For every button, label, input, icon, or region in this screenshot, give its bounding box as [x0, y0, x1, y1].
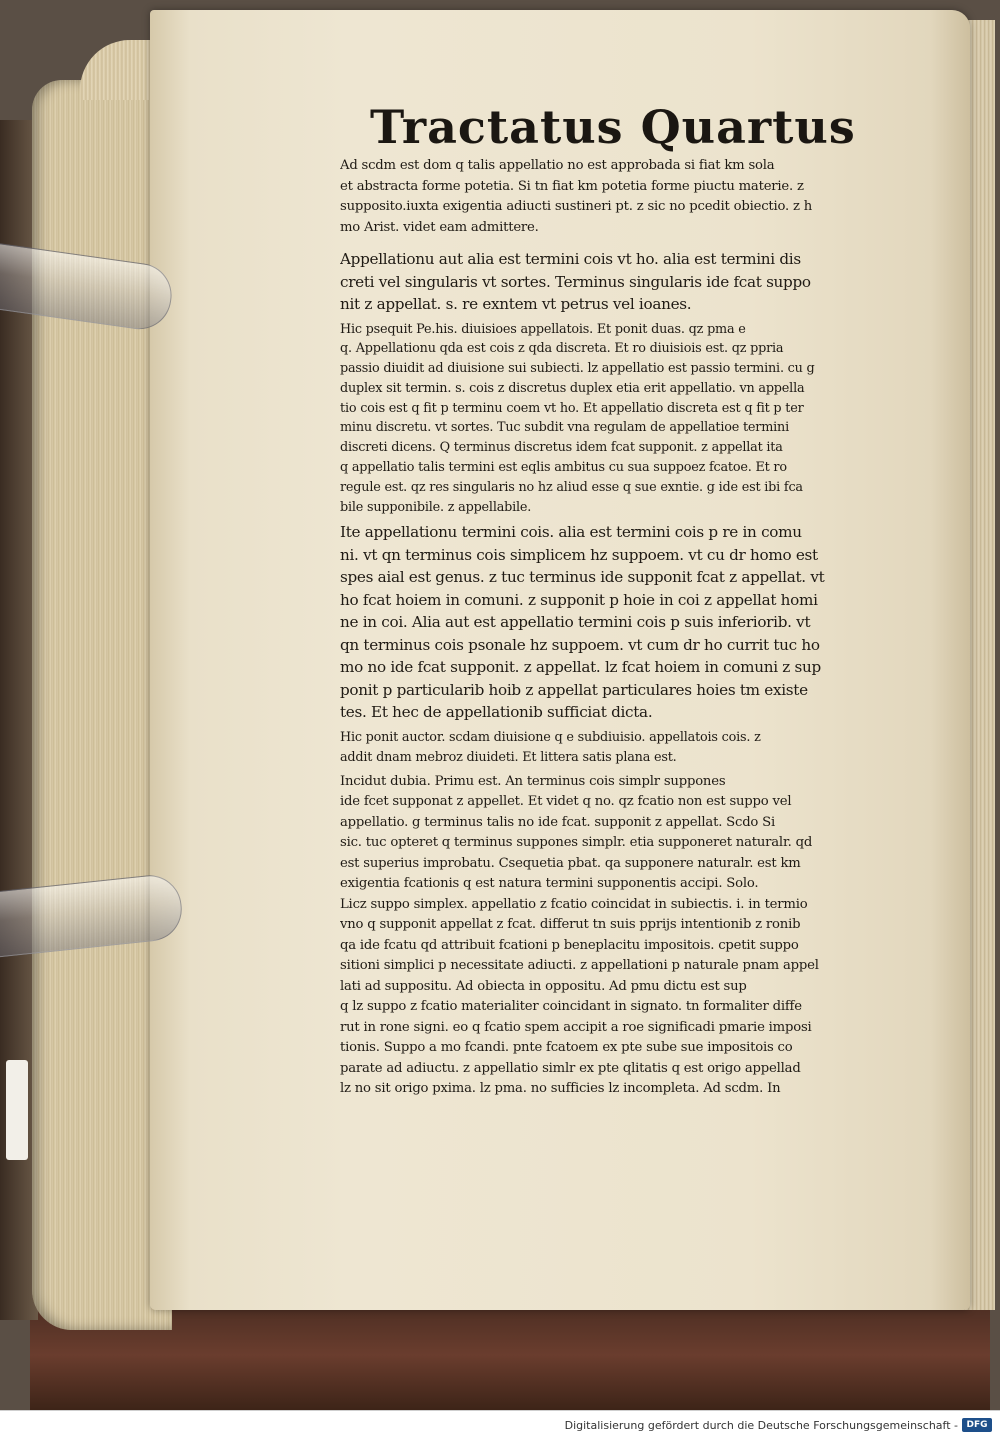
text-line: q appellatio talis termini est eqlis ambitus cu sua suppoez fcatoe. Et ro	[340, 460, 787, 476]
dfg-logo: DFG	[962, 1418, 992, 1432]
text-line: q lz suppo z fcatio materialiter coincidant in signato. tn formaliter diffe	[340, 999, 802, 1015]
text-line: ni. vt qn terminus cois simplicem hz suppoem. vt cu dr homo est	[340, 545, 818, 564]
paragraph-gap	[340, 238, 870, 248]
text-line: sic. tuc opteret q terminus suppones simplr. etia supponeret naturalr. qd	[340, 835, 813, 851]
text-line: qn terminus cois psonale hz suppoem. vt cum dr ho currit tuc ho	[340, 635, 820, 654]
text-line: tes. Et hec de appellationib sufficiat dicta.	[340, 703, 653, 722]
text-line: ne in coi. Alia aut est appellatio termini cois p suis inferiorib. vt	[340, 613, 811, 632]
page-body	[340, 156, 870, 1100]
text-line: minu discretu. vt sortes. Tuc subdit vna regulam de appellatioe termini	[340, 420, 789, 436]
page-title: Tractatus Quartus	[370, 100, 856, 154]
table-surface	[30, 1300, 990, 1410]
text-line: discreti dicens. Q terminus discretus idem fcat supponit. z appellat ita	[340, 440, 783, 456]
text-line: est superius improbatu. Csequetia pbat. qa supponere naturalr. est km	[340, 855, 801, 871]
paragraph	[340, 521, 870, 724]
text-line: et abstracta forme potetia. Si tn fiat km potetia forme piuctu materie. z	[340, 178, 804, 194]
footer-credit: Digitalisierung gefördert durch die Deutsche Forschungsgemeinschaft -	[564, 1419, 958, 1432]
paragraph	[340, 728, 870, 768]
text-line: rut in rone signi. eo q fcatio spem accipit a roe significadi pmarie imposi	[340, 1019, 812, 1035]
text-line: addit dnam mebroz diuideti. Et littera satis plana est.	[340, 749, 677, 765]
paragraph	[340, 772, 870, 1100]
text-line: ponit p particularib hoib z appellat particulares hoies tm existe	[340, 680, 808, 699]
text-line: sitioni simplici p necessitate adiucti. z appellationi p naturale pnam appel	[340, 958, 819, 974]
text-line: ho fcat hoiem in comuni. z supponit p hoie in coi z appellat homi	[340, 590, 818, 609]
paragraph	[340, 320, 870, 518]
text-line: supposito.iuxta exigentia adiucti sustineri pt. z sic no pcedit obiectio. z h	[340, 199, 813, 214]
footer-bar	[0, 1410, 1000, 1440]
text-line: nit z appellat. s. re exntem vt petrus vel ioanes.	[340, 295, 692, 313]
text-line: mo Arist. videt eam admittere.	[340, 219, 539, 235]
text-line: passio diuidit ad diuisione sui subiecti. lz appellatio est passio termini. cu g	[340, 361, 815, 377]
paper-slip	[6, 1060, 28, 1160]
text-line: Hic ponit auctor. scdam diuisione q e subdiuisio. appellatois cois. z	[340, 729, 761, 745]
text-line: Appellationu aut alia est termini cois vt ho. alia est termini dis	[340, 250, 801, 268]
text-line: lz no sit origo pxima. lz pma. no sufficies lz incompleta. Ad scdm. In	[340, 1081, 781, 1097]
text-line: tionis. Suppo a mo fcandi. pnte fcatoem ex pte sube sue impositois co	[340, 1040, 793, 1056]
text-line: qa ide fcatu qd attribuit fcationi p beneplacitu impositois. cpetit suppo	[340, 937, 799, 953]
text-line: appellatio. g terminus talis no ide fcat. supponit z appellat. Scdo Si	[340, 814, 776, 830]
text-line: lati ad suppositu. Ad obiecta in oppositu. Ad pmu dictu est sup	[340, 978, 747, 994]
text-line: regule est. qz res singularis no hz aliud esse q sue exntie. g ide est ibi fca	[340, 479, 803, 495]
text-line: Licz suppo simplex. appellatio z fcatio coincidat in subiectis. i. in termio	[340, 896, 808, 912]
text-line: q. Appellationu qda est cois z qda discreta. Et ro diuisiois est. qz ppria	[340, 341, 784, 357]
text-line: tio cois est q fit p terminu coem vt ho. Et appellatio discreta est q fit p ter	[340, 400, 804, 416]
paragraph	[340, 156, 870, 238]
text-line: Ite appellationu termini cois. alia est termini cois p re in comu	[340, 523, 802, 542]
text-line: exigentia fcationis q est natura termini supponentis accipi. Solo.	[340, 876, 759, 892]
text-line: vno q supponit appellat z fcat. differut tn suis pprijs intentionib z ronib	[340, 917, 801, 933]
paragraph	[340, 248, 870, 316]
text-line: duplex sit termin. s. cois z discretus duplex etia erit appellatio. vn appella	[340, 380, 805, 396]
text-line: parate ad adiuctu. z appellatio simlr ex pte qlitatis q est origo appellad	[340, 1060, 801, 1076]
text-line: Hic psequit Pe.his. diuisioes appellatois. Et ponit duas. qz pma e	[340, 321, 746, 337]
text-line: bile supponibile. z appellabile.	[340, 499, 532, 515]
text-line: mo no ide fcat supponit. z appellat. lz fcat hoiem in comuni z sup	[340, 658, 821, 677]
text-line: Incidut dubia. Primu est. An terminus cois simplr suppones	[340, 773, 726, 789]
text-line: Ad scdm est dom q talis appellatio no est approbada si fiat km sola	[340, 158, 775, 173]
text-line: creti vel singularis vt sortes. Terminus singularis ide fcat suppo	[340, 272, 811, 291]
text-line: ide fcet supponat z appellet. Et videt q no. qz fcatio non est suppo vel	[340, 794, 792, 810]
text-line: spes aial est genus. z tuc terminus ide supponit fcat z appellat. vt	[340, 568, 825, 587]
